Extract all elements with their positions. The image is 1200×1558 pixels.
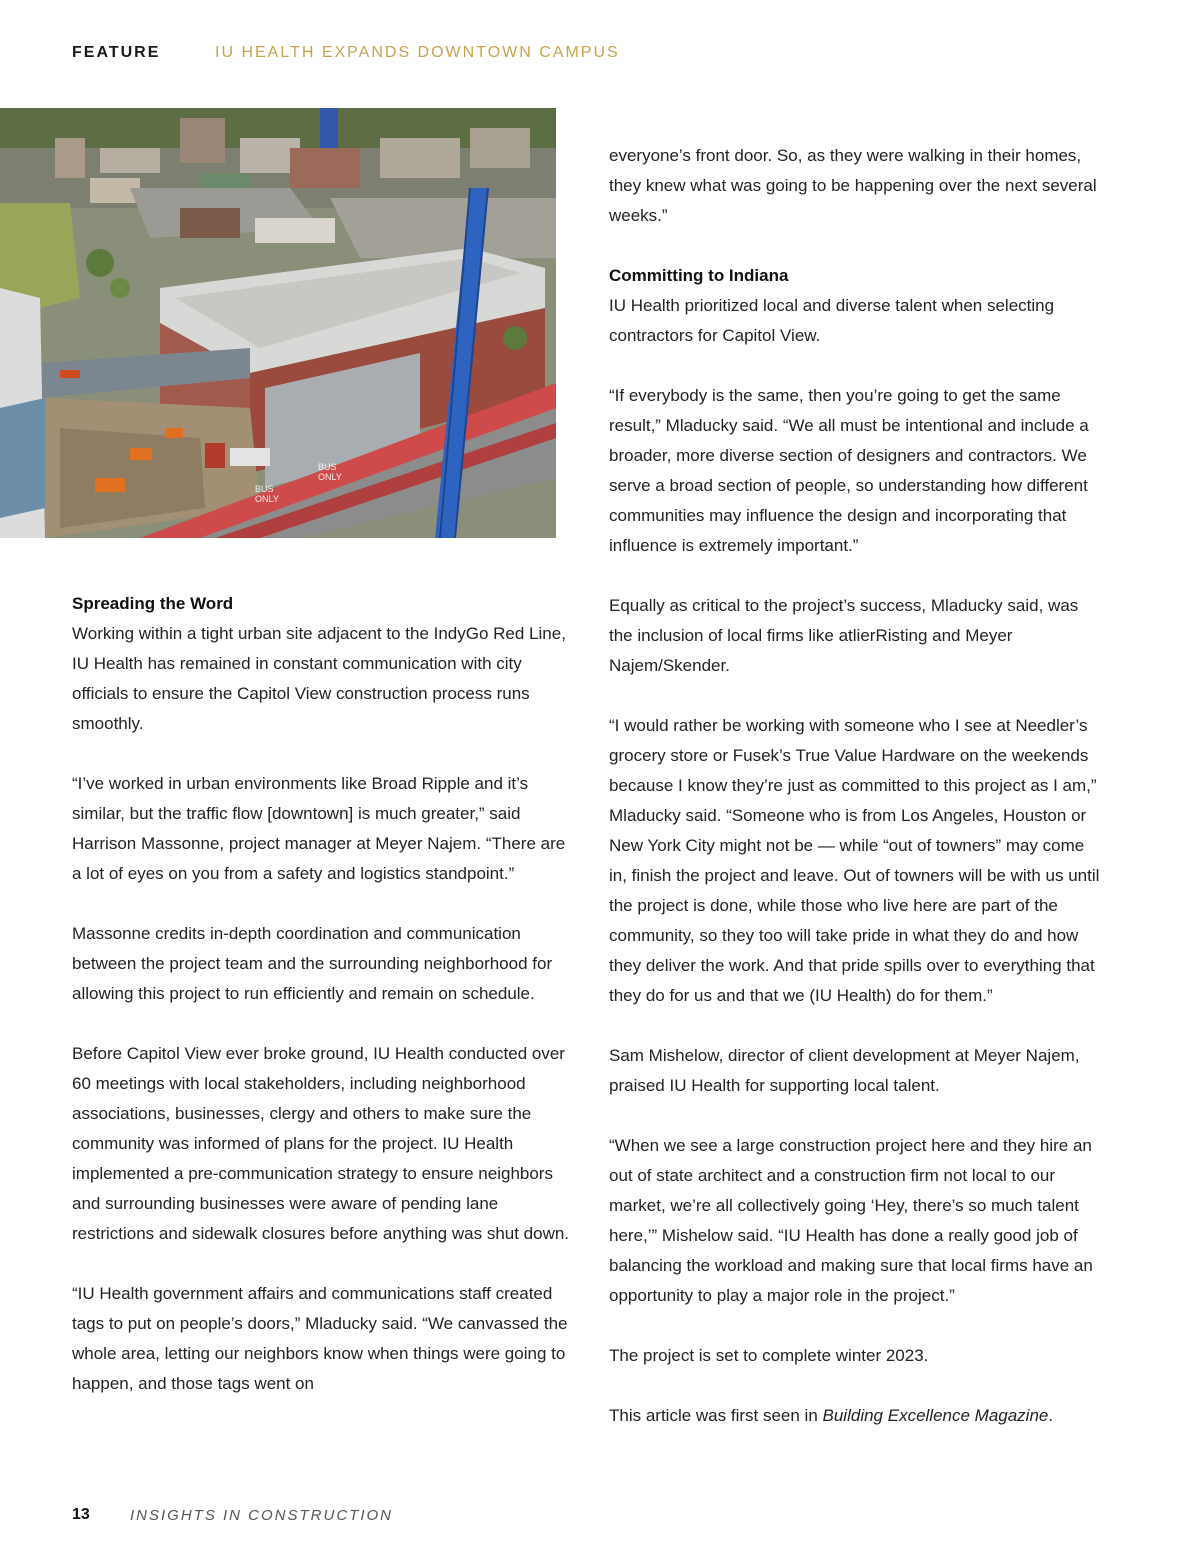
road-label: ONLY — [318, 472, 342, 482]
body-paragraph: IU Health prioritized local and diverse talent when selecting contractors for Capitol View. — [609, 296, 1055, 345]
body-paragraph: Massonne credits in-depth coordination and communication between the project team and the surrounding neighborhood for allowing this project to run efficiently and remain on schedule. — [72, 924, 553, 1003]
body-paragraph: “If everybody is the same, then you’re going to get the same result,” Mladucky said. “We all must be intentional and include a broader, more diverse section of designers and contractors. We serve a broad section of people, so understanding how different communities may influence the design and incorporating that influence is extremely important.” — [609, 386, 1089, 555]
article-title: IU HEALTH EXPANDS DOWNTOWN CAMPUS — [215, 44, 620, 61]
page-header — [72, 44, 1140, 66]
body-paragraph: “IU Health government affairs and communications staff created tags to put on people’s doors,” Mladucky said. “We canvassed the whole area, letting our neighbors know when things were going to happen, and those tags went on — [72, 1284, 568, 1393]
publication-name: INSIGHTS IN CONSTRUCTION — [130, 1507, 394, 1524]
construction-aerial-photo — [0, 108, 556, 538]
closing-paragraph — [609, 1401, 1101, 1431]
section-heading: Committing to Indiana — [609, 266, 789, 285]
section-label: FEATURE — [72, 44, 161, 61]
body-paragraph: “I would rather be working with someone who I see at Needler’s grocery store or Fusek’s True Value Hardware on the weekends because I know they’re just as committed to this project as I am,” Mladucky said. “Someone who is from Los Angeles, Houston or New York City might not be — while “out of towners” may come in, finish the project and leave. Out of towners will be with us until the project is done, while those who live here are part of the community, so they too will take pride in what they do and how they deliver the work. And that pride spills over to everything that they do for us and that we (IU Health) do for them.” — [609, 716, 1100, 1005]
page-number: 13 — [72, 1506, 90, 1523]
body-paragraph: Equally as critical to the project’s success, Mladucky said, was the inclusion of local firms like atlierRisting and Meyer Najem/Skender. — [609, 596, 1079, 675]
body-paragraph: Before Capitol View ever broke ground, IU Health conducted over 60 meetings with local stakeholders, including neighborhood associations, businesses, clergy and others to make sure the community was informed of plans for the project. IU Health implemented a pre-communication strategy to ensure neighbors and surrounding businesses were aware of pending lane restrictions and sidewalk closures before anything was shut down. — [72, 1044, 570, 1243]
body-paragraph: “When we see a large construction project here and they hire an out of state architect and a construction firm not local to our market, we’re all collectively going ‘Hey, there’s so much talent here,’” Mishelow said. “IU Health has done a really good job of balancing the workload and making sure that local firms have an opportunity to play a major role in the project.” — [609, 1136, 1093, 1305]
body-paragraph: everyone’s front door. So, as they were walking in their homes, they knew what was going to be happening over the next several weeks.” — [609, 146, 1097, 225]
body-paragraph: “I’ve worked in urban environments like Broad Ripple and it’s similar, but the traffic flow [downtown] is much greater,” said Harrison Massonne, project manager at Meyer Najem. “There are a lot of eyes on you from a safety and logistics standpoint.” — [72, 774, 566, 883]
section-heading: Spreading the Word — [72, 594, 234, 613]
body-paragraph: Working within a tight urban site adjacent to the IndyGo Red Line, IU Health has remained in constant communication with city officials to ensure the Capitol View construction process runs smoothly. — [72, 624, 566, 733]
road-label: BUS — [255, 484, 274, 494]
road-label: ONLY — [255, 494, 279, 504]
closing-prefix: This article was first seen in — [609, 1406, 823, 1425]
road-label: BUS — [318, 462, 337, 472]
closing-suffix: . — [1048, 1406, 1054, 1425]
right-column — [609, 141, 1101, 1431]
magazine-title: Building Excellence Magazine — [822, 1406, 1049, 1425]
body-paragraph: The project is set to complete winter 2023. — [609, 1346, 929, 1365]
body-paragraph: Sam Mishelow, director of client development at Meyer Najem, praised IU Health for supporting local talent. — [609, 1046, 1080, 1095]
left-column — [72, 589, 572, 1399]
